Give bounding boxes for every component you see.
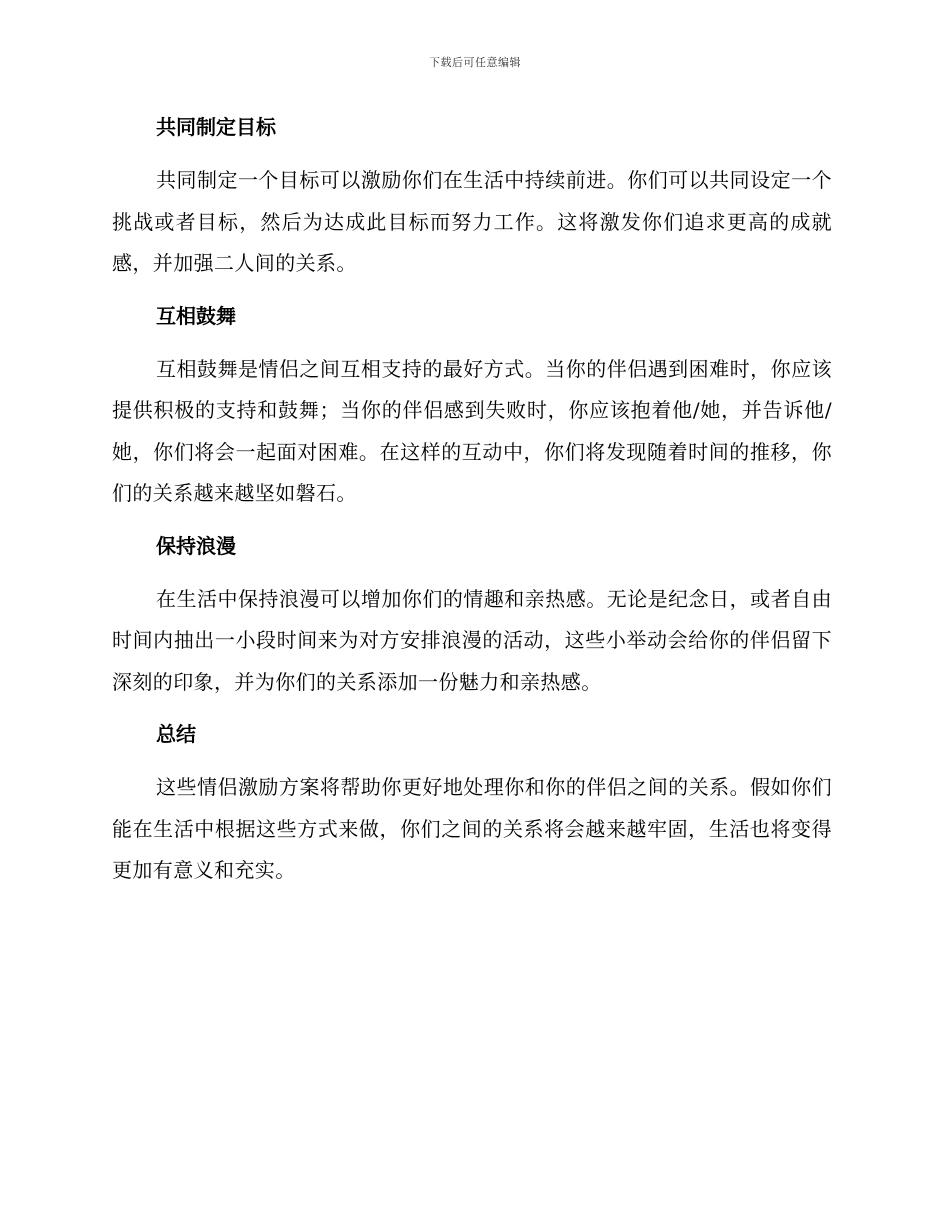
section-paragraph: 互相鼓舞是情侣之间互相支持的最好方式。当你的伴侣遇到困难时，你应该提供积极的支持和鼓舞；当你的伴侣感到失败时，你应该抱着他/她，并告诉他/她，你们将会一起面对困难。在这样的互动中，你们将发现随着时间的推移，你们的关系越来越坚如磐石。 — [112, 356, 832, 505]
section-paragraph: 共同制定一个目标可以激励你们在生活中持续前进。你们可以共同设定一个挑战或者目标，然后为达成此目标而努力工作。这将激发你们追求更高的成就感，并加强二人间的关系。 — [112, 168, 832, 275]
section-encourage — [112, 297, 832, 515]
section-heading: 保持浪漫 — [156, 533, 236, 558]
header-note: 下载后可任意编辑 — [429, 56, 521, 69]
document-body — [112, 108, 832, 904]
section-paragraph: 这些情侣激励方案将帮助你更好地处理你和你的伴侣之间的关系。假如你们能在生活中根据这些方式来做，你们之间的关系将会越来越牢固，生活也将变得更加有意义和充实。 — [112, 775, 832, 882]
section-paragraph: 在生活中保持浪漫可以增加你们的情趣和亲热感。无论是纪念日，或者自由时间内抽出一小段时间来为对方安排浪漫的活动，这些小举动会给你的伴侣留下深刻的印象，并为你们的关系添加一份魅力和亲热感。 — [112, 586, 832, 694]
section-goals — [112, 108, 832, 285]
section-heading: 共同制定目标 — [156, 115, 276, 139]
section-heading: 互相鼓舞 — [156, 303, 236, 328]
section-summary — [112, 715, 832, 892]
section-heading: 总结 — [156, 722, 196, 746]
section-romance — [112, 527, 832, 704]
